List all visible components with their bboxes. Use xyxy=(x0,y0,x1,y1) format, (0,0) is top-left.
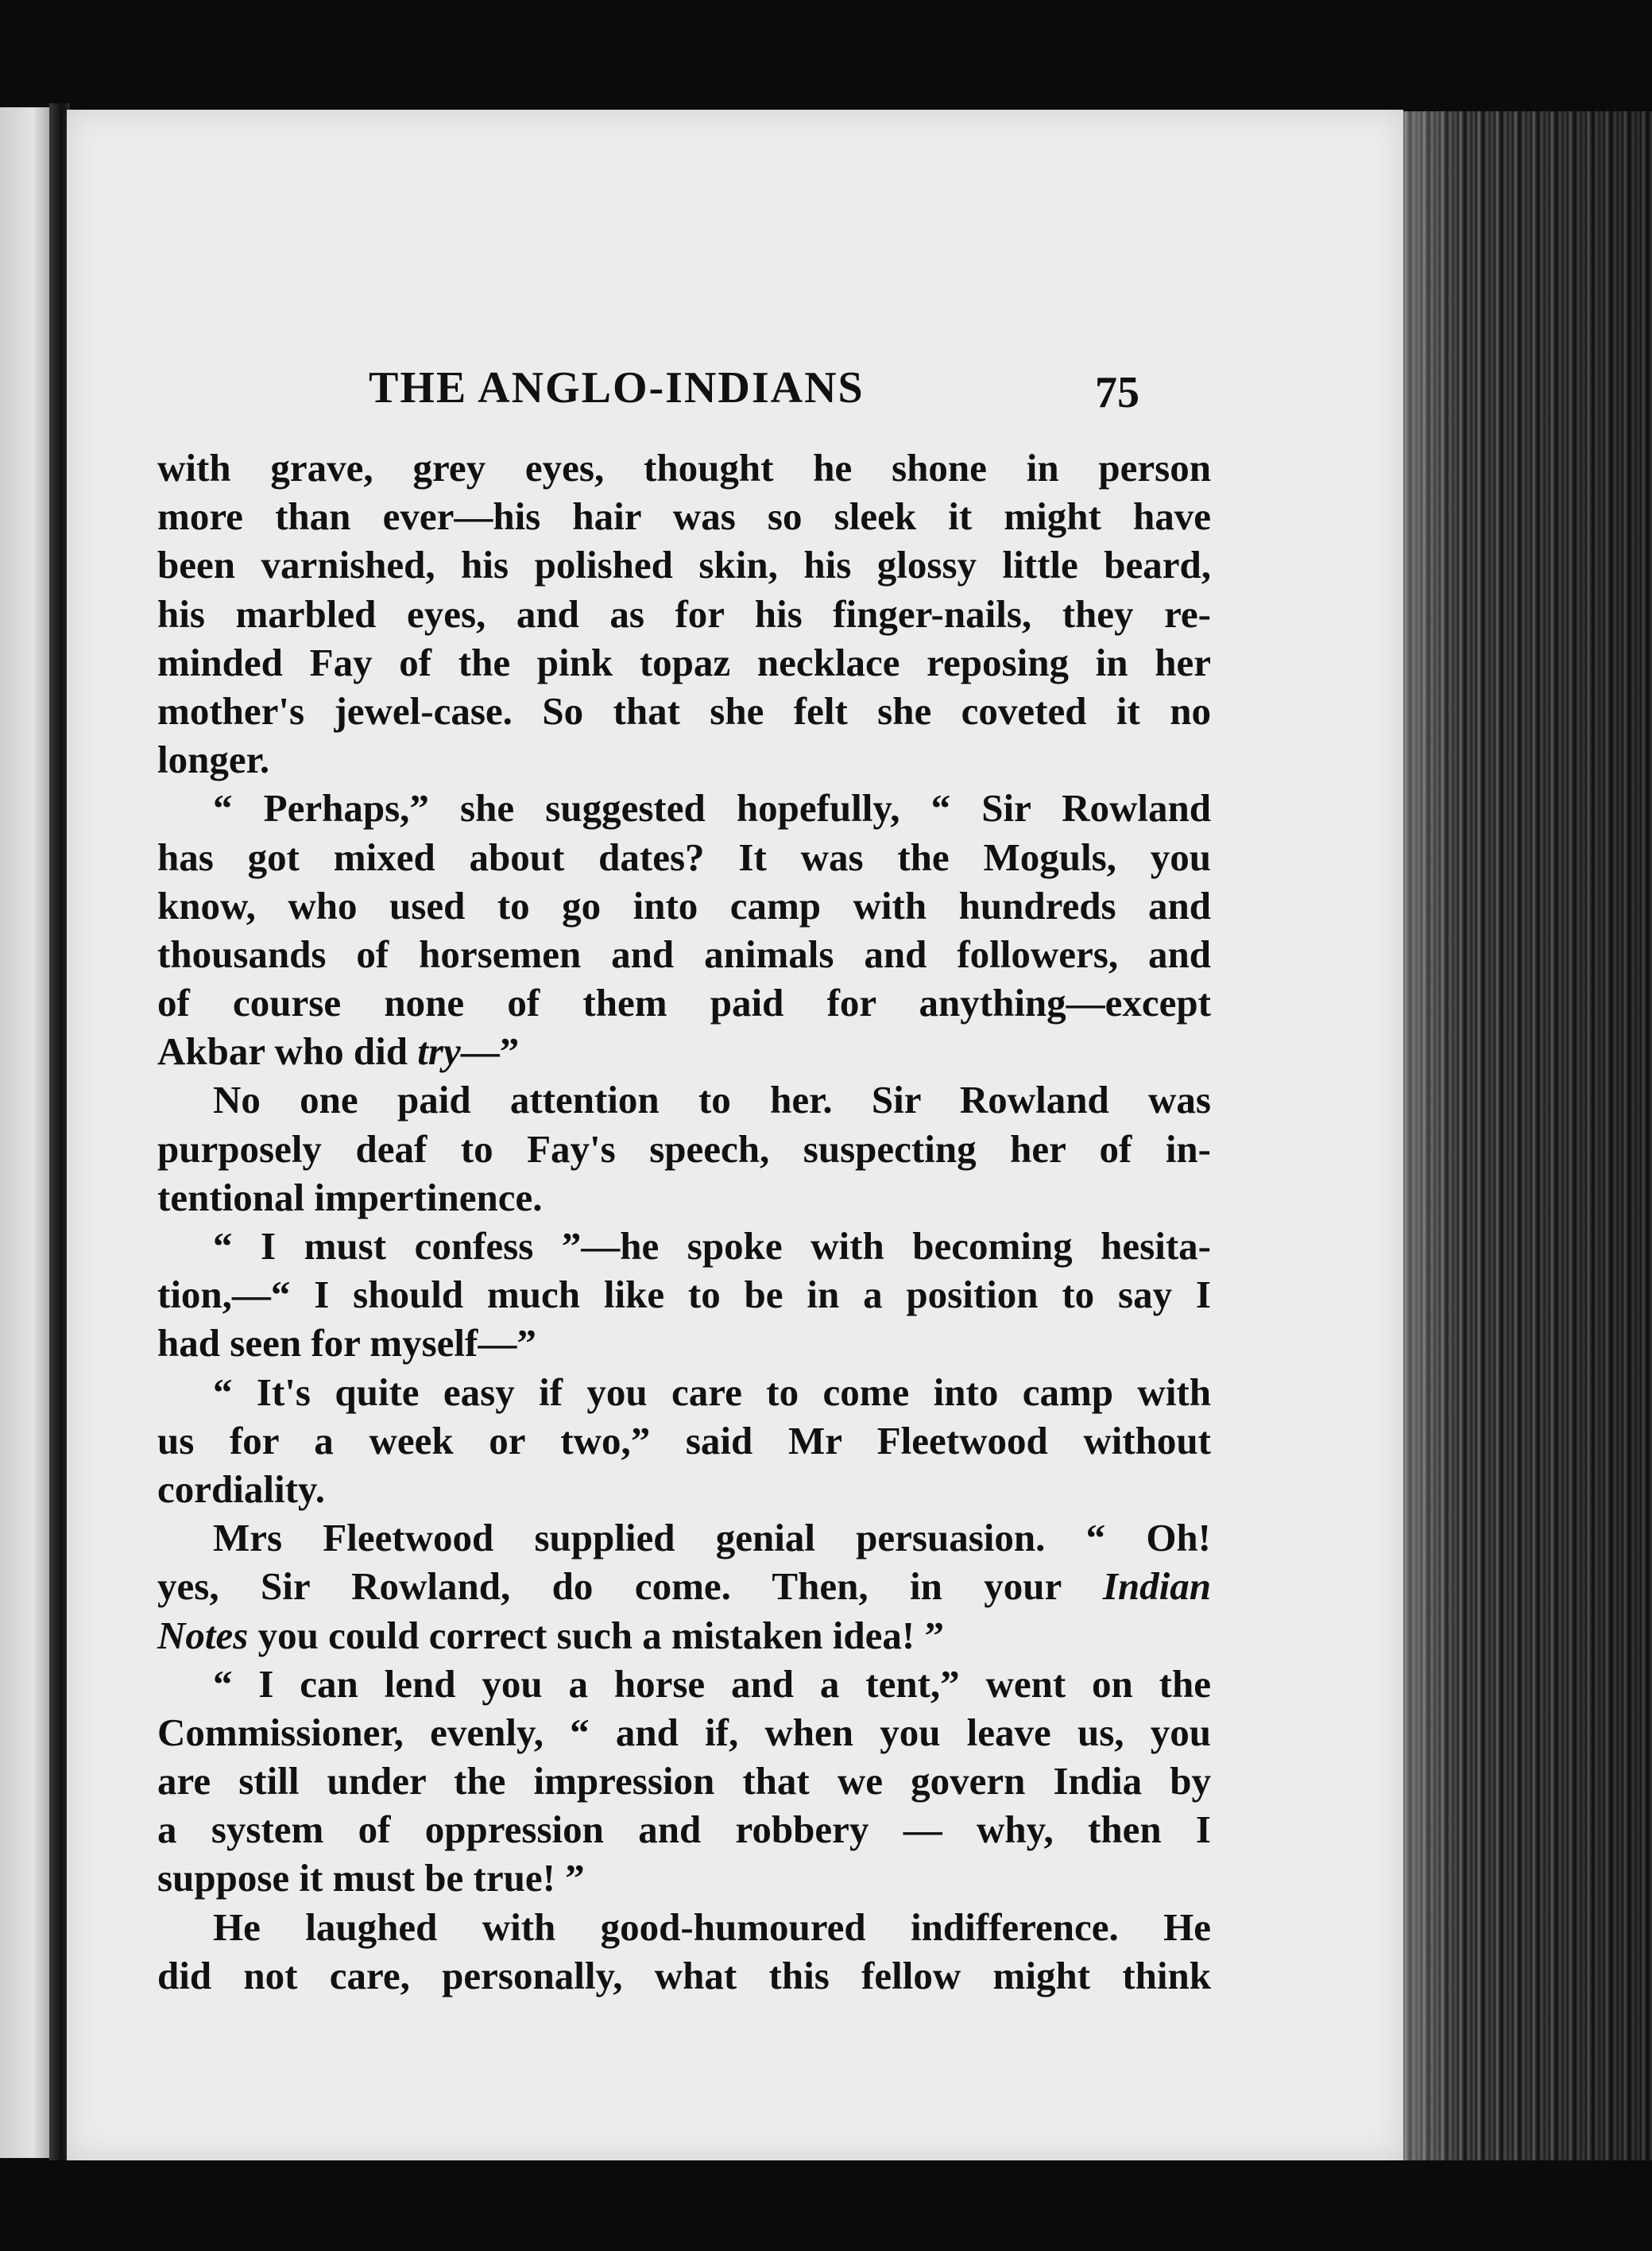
text-line xyxy=(157,1611,1211,1660)
scan-border xyxy=(0,2160,1652,2251)
text-line: a system of oppression and robbery — why, then I xyxy=(157,1807,1211,1852)
text-line: purposely deaf to Fay's speech, suspecting her of in- xyxy=(157,1126,1211,1171)
text-line: He laughed with good-humoured indifference. He xyxy=(213,1904,1211,1949)
text-line: longer. xyxy=(157,738,270,782)
text-segment: Akbar who did xyxy=(157,1029,418,1074)
text-line: “ I can lend you a horse and a tent,” went on the xyxy=(213,1661,1211,1706)
body-text xyxy=(157,444,1211,2000)
text-line: “ It's quite easy if you care to come into camp with xyxy=(213,1370,1211,1414)
italic-word: try xyxy=(417,1029,461,1074)
text-line: “ Perhaps,” she suggested hopefully, “ Sir Rowland xyxy=(213,786,1211,831)
text-segment: yes, Sir Rowland, do come. Then, in your xyxy=(157,1564,1103,1609)
text-line: more than ever—his hair was so sleek it might have xyxy=(157,494,1211,539)
text-line: tentional impertinence. xyxy=(157,1175,543,1219)
text-line: thousands of horsemen and animals and followers, and xyxy=(157,932,1211,976)
text-line: No one paid attention to her. Sir Rowland was xyxy=(213,1078,1211,1122)
text-line: are still under the impression that we govern India by xyxy=(157,1759,1211,1804)
text-line: been varnished, his polished skin, his glossy little beard, xyxy=(157,543,1211,587)
text-line: with grave, grey eyes, thought he shone in person xyxy=(157,446,1211,490)
text-line: Commissioner, evenly, “ and if, when you leave us, you xyxy=(157,1710,1211,1754)
text-line: did not care, personally, what this fellow might think xyxy=(157,1953,1211,1997)
text-line: tion,—“ I should much like to be in a position to say I xyxy=(157,1273,1211,1317)
italic-word: Notes xyxy=(157,1613,249,1657)
text-line: mother's jewel-case. So that she felt she coveted it no xyxy=(157,688,1211,733)
running-title: THE ANGLO-INDIANS xyxy=(369,363,865,413)
text-segment: —” xyxy=(460,1029,520,1074)
text-line xyxy=(157,1027,1211,1075)
text-line: minded Fay of the pink topaz necklace reposing in her xyxy=(157,640,1211,684)
text-line: us for a week or two,” said Mr Fleetwood without xyxy=(157,1418,1211,1463)
text-line: know, who used to go into camp with hundreds and xyxy=(157,883,1211,928)
page-number: 75 xyxy=(1095,368,1139,417)
text-line: “ I must confess ”—he spoke with becoming hesita- xyxy=(213,1224,1211,1268)
text-line: cordiality. xyxy=(157,1466,325,1511)
text-line: his marbled eyes, and as for his finger-nails, they re- xyxy=(157,591,1211,636)
book-page xyxy=(67,110,1403,2160)
text-line: had seen for myself—” xyxy=(157,1321,536,1366)
text-line: suppose it must be true! ” xyxy=(157,1856,585,1900)
previous-page-edge xyxy=(0,107,56,2158)
italic-word: Indian xyxy=(1102,1564,1211,1609)
text-line xyxy=(157,1562,1211,1610)
text-line: Mrs Fleetwood supplied genial persuasion. “ Oh! xyxy=(213,1516,1211,1560)
text-line: has got mixed about dates? It was the Moguls, you xyxy=(157,835,1211,879)
text-line: of course none of them paid for anything—except xyxy=(157,981,1211,1025)
text-segment: you could correct such a mistaken idea! ” xyxy=(248,1613,944,1657)
